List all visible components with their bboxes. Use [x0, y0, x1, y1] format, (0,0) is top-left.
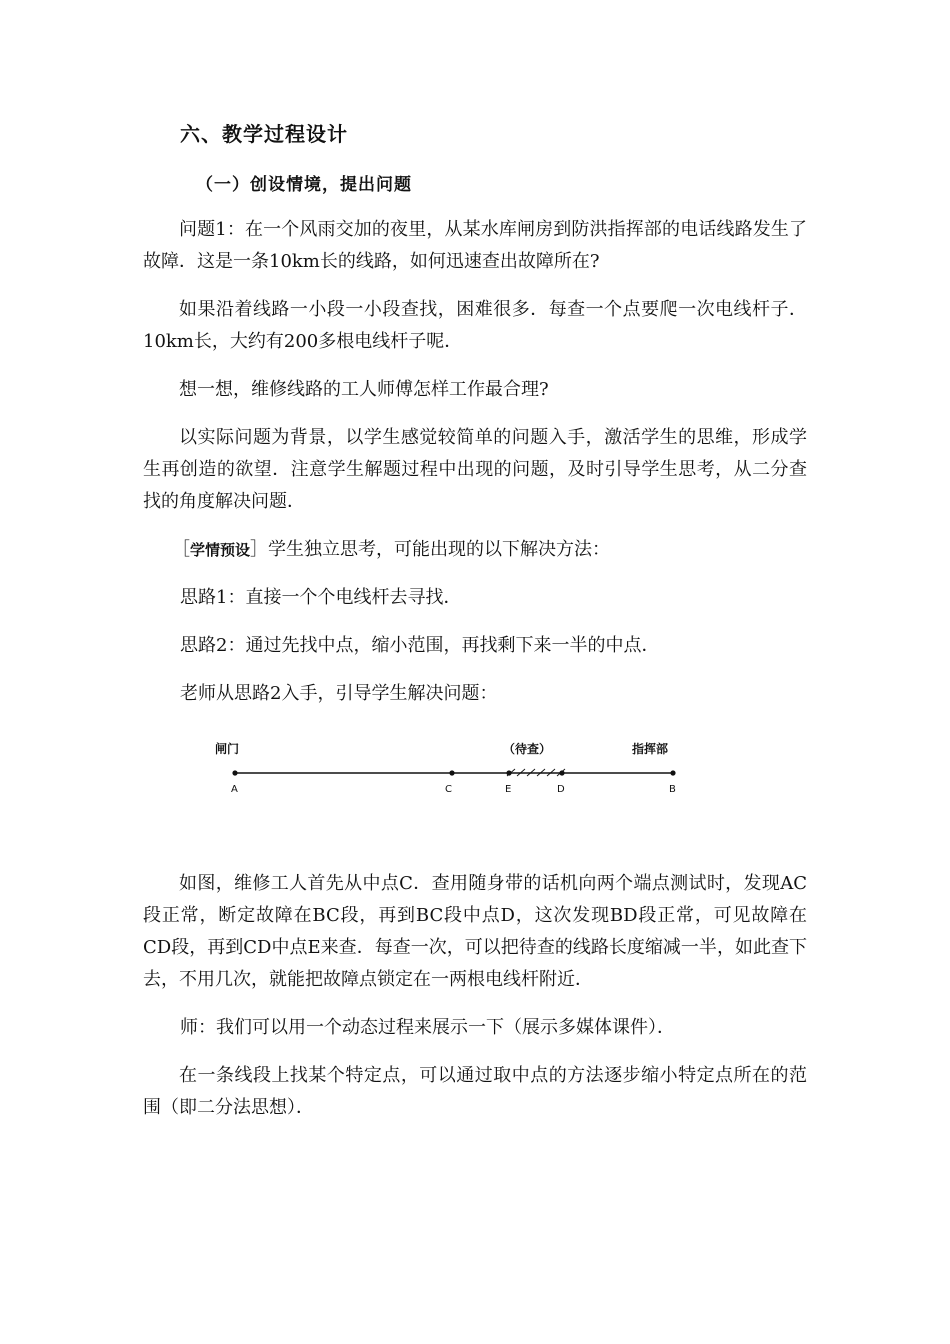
- label-sluice-gate: 闸门: [215, 742, 240, 756]
- paragraph-difficulty: 如果沿着线路一小段一小段查找，困难很多．每查一个点要爬一次电线杆子．10km长，大约有200多根电线杆子呢．: [143, 299, 807, 352]
- paragraph-idea-1: 思路1：直接一个个电线杆去寻找．: [180, 587, 462, 608]
- label-pending-check: （待查）: [503, 742, 552, 756]
- point-label-d: D: [557, 784, 565, 795]
- point-label-b: B: [669, 784, 676, 795]
- paragraph-bisection-idea: 在一条线段上找某个特定点，可以通过取中点的方法逐步缩小特定点所在的范围（即二分法思想）．: [143, 1065, 807, 1118]
- point-label-a: A: [231, 784, 238, 795]
- point-b-dot: [670, 770, 675, 775]
- paragraph-explanation: 如图，维修工人首先从中点C．查用随身带的话机向两个端点测试时，发现AC段正常，断定故障在BC段，再到BC段中点D，这次发现BD段正常，可见故障在CD段，再到CD中点E来查．每查一次，可以把待查的线路长度缩减一半，如此查下去，不用几次，就能把故障点锁定在一两根电线杆附近．: [143, 873, 807, 990]
- paragraph-teacher-demo: 师：我们可以用一个动态过程来展示一下（展示多媒体课件）．: [180, 1017, 675, 1038]
- paragraph-preset: [172, 534, 610, 566]
- section-heading: 六、教学过程设计: [180, 122, 348, 146]
- line-segment-diagram: [205, 735, 705, 810]
- bracket-open: ［: [172, 539, 190, 560]
- paragraph-think: 想一想，维修线路的工人师傅怎样工作最合理?: [179, 379, 549, 400]
- paragraph-teacher-guide: 老师从思路2入手，引导学生解决问题：: [180, 683, 498, 704]
- point-d-dot: [559, 770, 564, 775]
- paragraph-idea-2: 思路2：通过先找中点，缩小范围，再找剩下来一半的中点．: [180, 635, 660, 656]
- point-c-dot: [449, 770, 454, 775]
- label-headquarters: 指挥部: [632, 742, 669, 756]
- point-label-c: C: [445, 784, 452, 795]
- preset-text: ］学生独立思考，可能出现的以下解决方法：: [250, 539, 611, 560]
- point-a-dot: [232, 770, 237, 775]
- point-label-e: E: [505, 784, 512, 795]
- preset-tag: 学情预设: [190, 541, 251, 559]
- paragraph-background: 以实际问题为背景，以学生感觉较简单的问题入手，激活学生的思维，形成学生再创造的欲望．注意学生解题过程中出现的问题，及时引导学生思考，从二分查找的角度解决问题．: [143, 427, 807, 512]
- paragraph-problem-1: 问题1：在一个风雨交加的夜里，从某水库闸房到防洪指挥部的电话线路发生了故障．这是一条10km长的线路，如何迅速查出故障所在?: [143, 219, 807, 272]
- point-e-dot: [506, 770, 511, 775]
- subsection-heading: （一）创设情境，提出问题: [196, 175, 412, 195]
